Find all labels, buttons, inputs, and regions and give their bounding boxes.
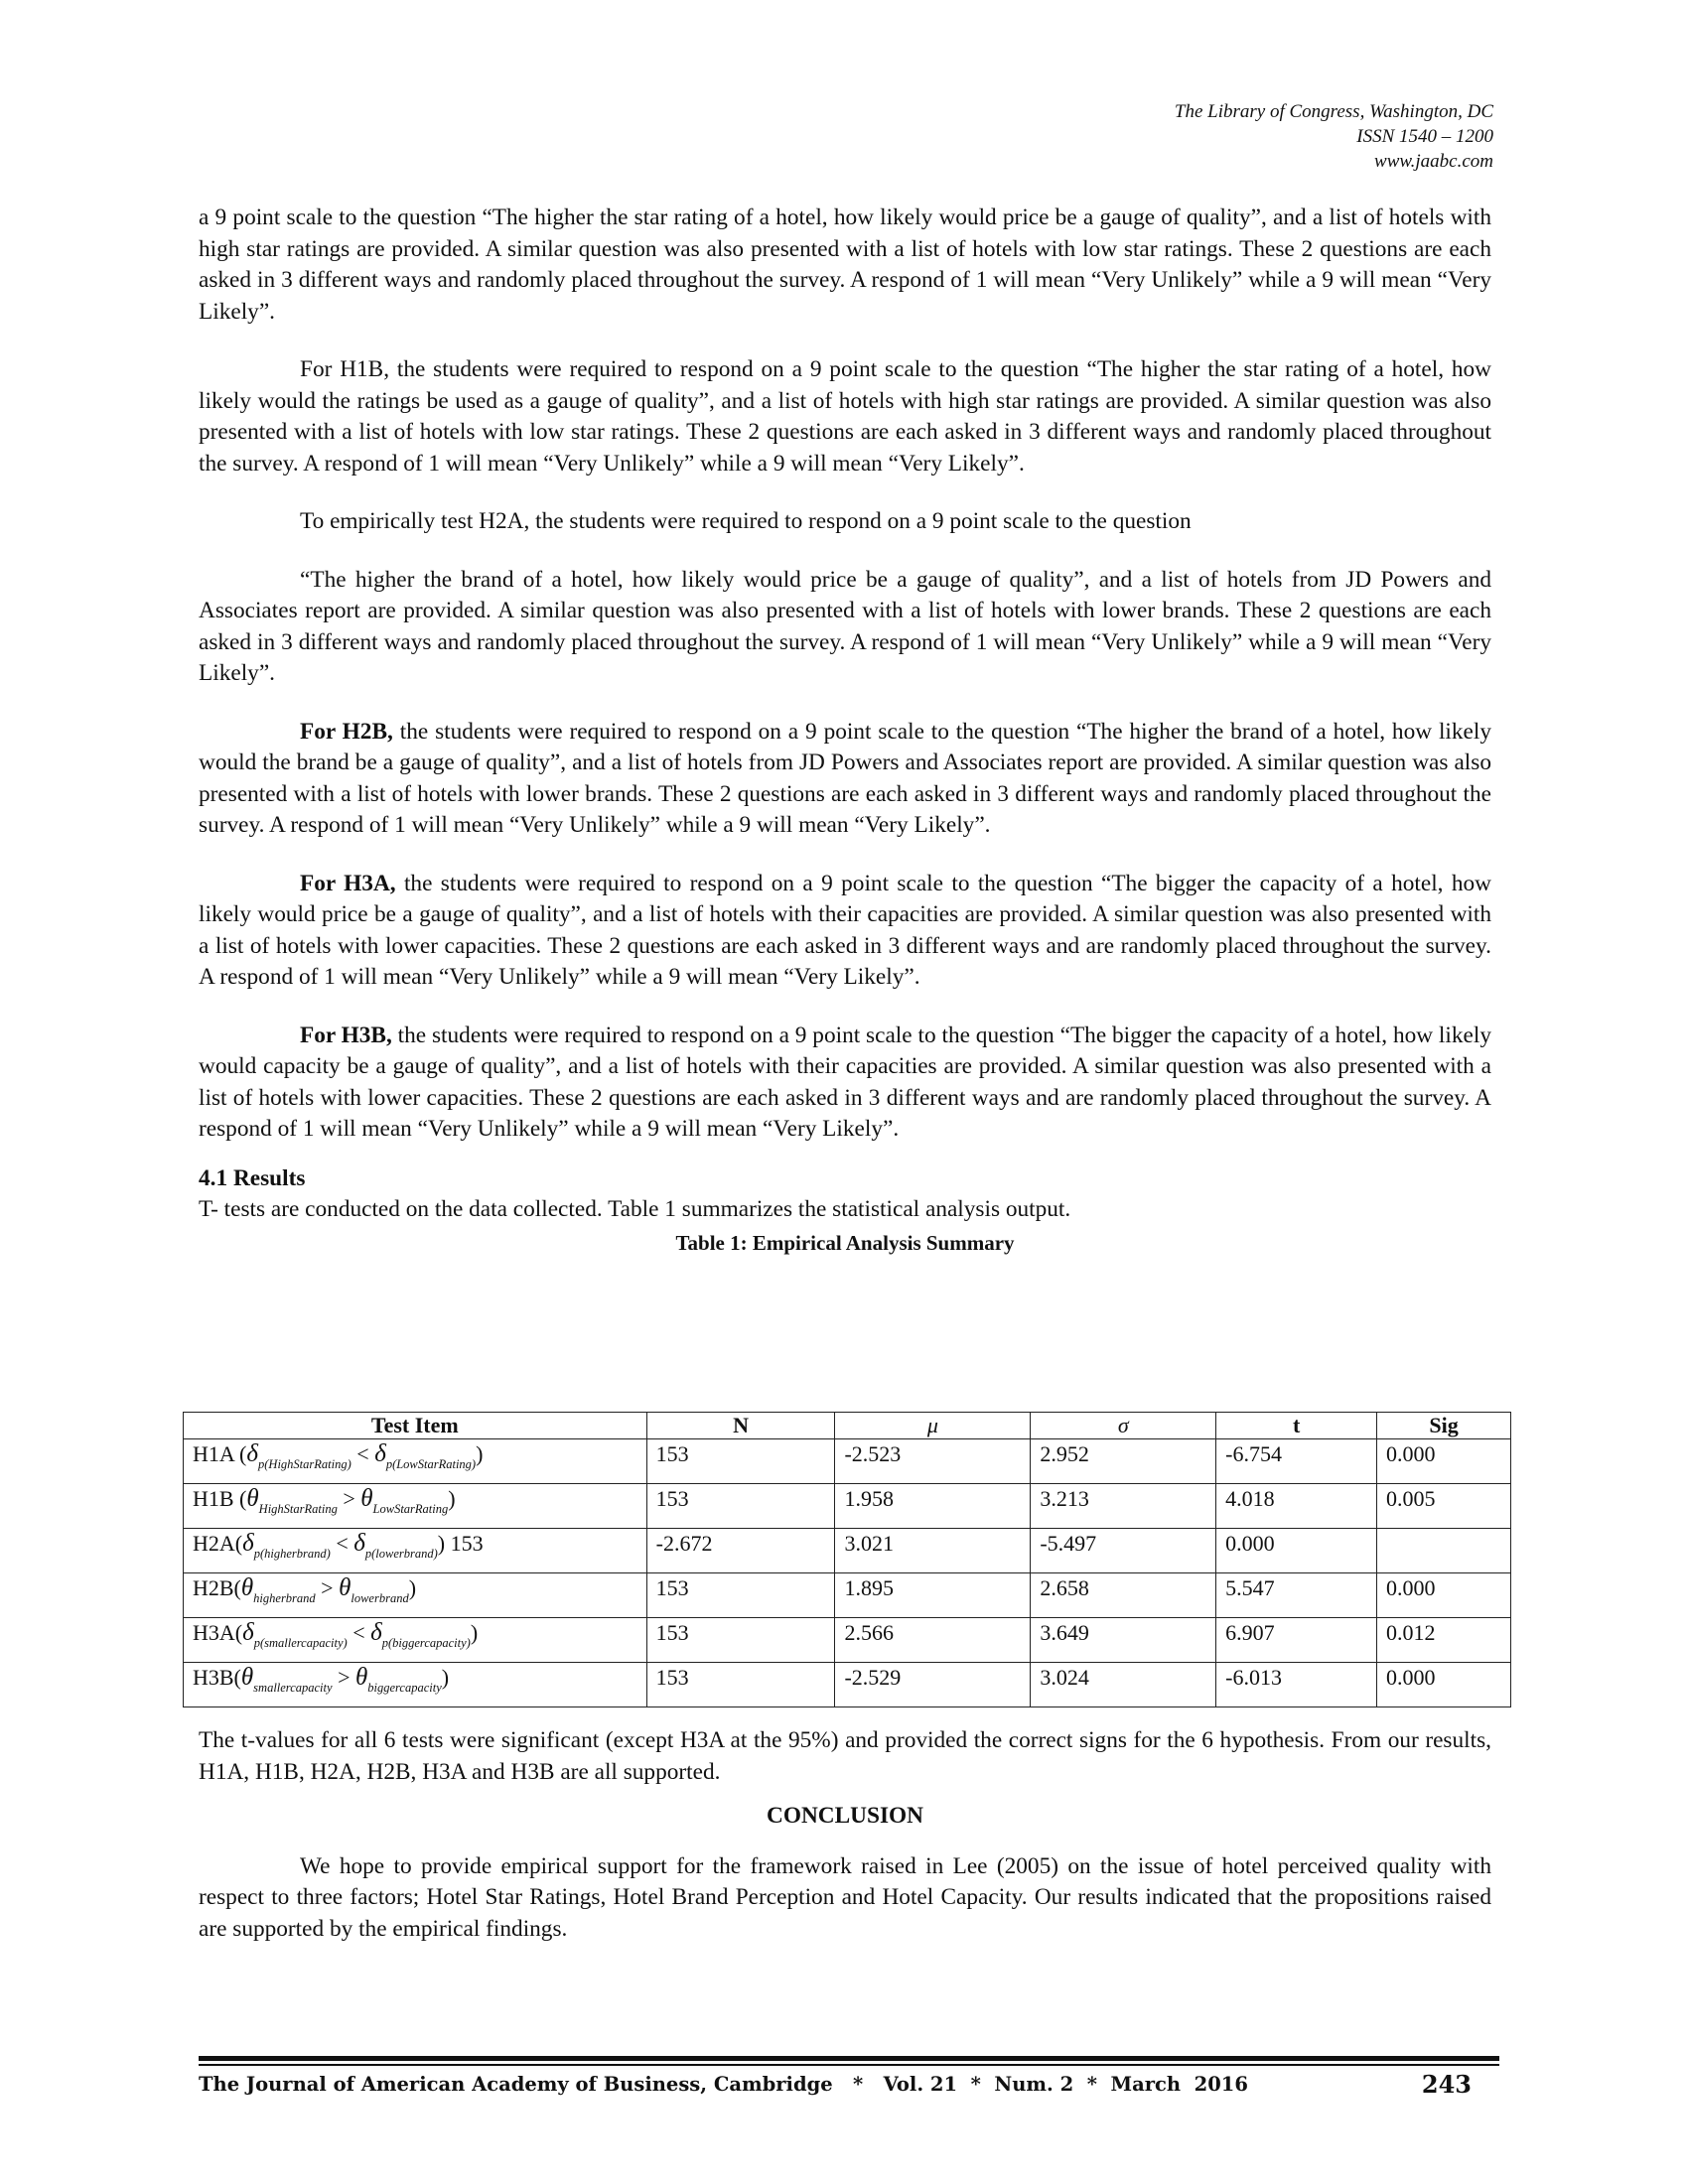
cell-t: 0.000 xyxy=(1216,1529,1377,1573)
parameter-subscript: p(HighStarRating) xyxy=(258,1457,352,1471)
h2b-lead: For H2B, xyxy=(300,718,393,745)
footer-rule-thick xyxy=(199,2056,1499,2061)
parameter-symbol: θ xyxy=(360,1485,373,1512)
cell-n: 153 xyxy=(646,1573,835,1618)
table-row xyxy=(184,1618,1511,1663)
cell-t: 4.018 xyxy=(1216,1484,1377,1529)
cell-n: 153 xyxy=(646,1663,835,1707)
paragraph-h2b xyxy=(199,717,1491,842)
parameter-subscript: biggercapacity xyxy=(367,1681,442,1695)
test-item-cell xyxy=(184,1573,647,1618)
parameter-symbol: δ xyxy=(370,1619,382,1646)
comparison-operator: > xyxy=(332,1665,355,1690)
parameter-symbol: θ xyxy=(240,1664,254,1691)
header-issn: ISSN 1540 – 1200 xyxy=(1356,126,1493,147)
parameter-symbol: δ xyxy=(353,1530,365,1557)
paragraph-h3b xyxy=(199,1021,1491,1146)
test-item-label: H3B( xyxy=(193,1665,241,1690)
cell-sig: 0.000 xyxy=(1377,1663,1511,1707)
paragraph-h2a-intro: To empirically test H2A, the students were required to respond on a 9 point scale to the question xyxy=(300,508,1192,534)
cell-sigma: -5.497 xyxy=(1031,1529,1216,1573)
comparison-operator: > xyxy=(315,1575,340,1600)
running-footer xyxy=(199,2071,1499,2099)
conclusion-heading: CONCLUSION xyxy=(767,1803,923,1829)
parameter-symbol: δ xyxy=(242,1619,254,1646)
closing-paren: ) xyxy=(448,1486,456,1511)
cell-t: -6.754 xyxy=(1216,1439,1377,1484)
closing-paren: ) xyxy=(470,1620,479,1645)
h3b-text: the students were required to respond on a 9 point scale to the question “The bigger the capacity of a hotel, how likely would capacity be a gauge of quality”, and a list of hotels with their capacities are provided. A similar question was also presented with a list of hotels with lower capacities. These 2 questions are each asked in 3 different ways and are randomly placed throughout the survey. A respond of 1 will mean “Very Unlikely” while a 9 will mean “Very Likely”. xyxy=(199,1022,1491,1142)
cell-mu: 3.021 xyxy=(835,1529,1031,1573)
header-library: The Library of Congress, Washington, DC xyxy=(1174,101,1493,122)
cell-mu: 1.958 xyxy=(835,1484,1031,1529)
cell-t: 5.547 xyxy=(1216,1573,1377,1618)
parameter-symbol: θ xyxy=(246,1485,259,1512)
cell-n: 153 xyxy=(646,1618,835,1663)
page-number: 243 xyxy=(1421,2070,1472,2099)
cell-sig: 0.000 xyxy=(1377,1573,1511,1618)
test-item-cell xyxy=(184,1529,647,1573)
cell-sigma: 3.024 xyxy=(1031,1663,1216,1707)
parameter-subscript: lowerbrand xyxy=(351,1591,409,1605)
table-body xyxy=(184,1439,1511,1707)
cell-mu: 1.895 xyxy=(835,1573,1031,1618)
footer-journal: The Journal of American Academy of Business, Cambridge * Vol. 21 * Num. 2 * March 2016 xyxy=(199,2073,1248,2096)
header-mu: μ xyxy=(835,1413,1031,1439)
parameter-symbol: δ xyxy=(374,1440,386,1467)
parameter-subscript: HighStarRating xyxy=(258,1502,338,1516)
h2b-text: the students were required to respond on a 9 point scale to the question “The higher the brand of a hotel, how likely would the brand be a gauge of quality”, and a list of hotels from JD Powers and Associates report are provided. A similar question was also presented with a list of hotels with lower brands. These 2 questions are each asked in 3 different ways and randomly placed throughout the survey. A respond of 1 will mean “Very Unlikely” while a 9 will mean “Very Likely”. xyxy=(199,718,1491,838)
paragraph-h2a-question: “The higher the brand of a hotel, how likely would price be a gauge of quality”, and a list of hotels from JD Powers and Associates report are provided. A similar question was also presented with a list of hotels with lower brands. These 2 questions are each asked in 3 different ways and randomly placed throughout the survey. A respond of 1 will mean “Very Unlikely” while a 9 will mean “Very Likely”. xyxy=(199,566,1491,686)
paragraph-t-values: The t-values for all 6 tests were significant (except H3A at the 95%) and provided the correct signs for the 6 hypothesis. From our results, H1A, H1B, H2A, H2B, H3A and H3B are all supported. xyxy=(199,1727,1491,1785)
header-website: www.jaabc.com xyxy=(1374,151,1493,172)
parameter-symbol: θ xyxy=(339,1574,352,1601)
cell-sig: 0.000 xyxy=(1377,1439,1511,1484)
table-row xyxy=(184,1663,1511,1707)
parameter-subscript: smallercapacity xyxy=(253,1681,333,1695)
test-item-cell xyxy=(184,1439,647,1484)
table-caption: Table 1: Empirical Analysis Summary xyxy=(675,1230,1015,1255)
parameter-subscript: higherbrand xyxy=(253,1591,316,1605)
cell-t: 6.907 xyxy=(1216,1618,1377,1663)
closing-paren: ) xyxy=(476,1441,484,1466)
parameter-symbol: θ xyxy=(240,1574,254,1601)
paragraph-conclusion: We hope to provide empirical support for the framework raised in Lee (2005) on the issue of hotel perceived quality with respect to three factors; Hotel Star Ratings, Hotel Brand Perception and Hotel Capacity. Our results indicated that the propositions raised are supported by the empirical findings. xyxy=(199,1852,1491,1942)
cell-sigma: 2.952 xyxy=(1031,1439,1216,1484)
stray-value: 153 xyxy=(445,1531,484,1556)
cell-sig xyxy=(1377,1529,1511,1573)
comparison-operator: < xyxy=(330,1531,354,1556)
header-test-item: Test Item xyxy=(184,1413,647,1439)
cell-n: 153 xyxy=(646,1484,835,1529)
cell-sig: 0.012 xyxy=(1377,1618,1511,1663)
parameter-symbol: θ xyxy=(354,1664,368,1691)
test-item-label: H2A( xyxy=(193,1531,243,1556)
header-t: t xyxy=(1216,1413,1377,1439)
header-n: N xyxy=(646,1413,835,1439)
results-text: T- tests are conducted on the data collected. Table 1 summarizes the statistical analysis output. xyxy=(199,1196,1071,1222)
comparison-operator: > xyxy=(337,1486,361,1511)
cell-t: -6.013 xyxy=(1216,1663,1377,1707)
header-sig: Sig xyxy=(1377,1413,1511,1439)
cell-n: -2.672 xyxy=(646,1529,835,1573)
test-item-label: H2B( xyxy=(193,1575,241,1600)
test-item-label: H1B ( xyxy=(193,1486,247,1511)
cell-sigma: 3.213 xyxy=(1031,1484,1216,1529)
table-row xyxy=(184,1439,1511,1484)
paragraph-h1a-continued: a 9 point scale to the question “The higher the star rating of a hotel, how likely would price be a gauge of quality”, and a list of hotels with high star ratings are provided. A similar question was also presented with a list of hotels with low star ratings. These 2 questions are each asked in 3 different ways and randomly placed throughout the survey. A respond of 1 will mean “Very Unlikely” while a 9 will mean “Very Likely”. xyxy=(199,205,1491,325)
running-header xyxy=(1175,99,1493,174)
cell-sigma: 3.649 xyxy=(1031,1618,1216,1663)
h3a-text: the students were required to respond on a 9 point scale to the question “The bigger the capacity of a hotel, how likely would price be a gauge of quality”, and a list of hotels with their capacities are provided. A similar question was also presented with a list of hotels with lower capacities. These 2 questions are each asked in 3 different ways and are randomly placed throughout the survey. A respond of 1 will mean “Very Unlikely” while a 9 will mean “Very Likely”. xyxy=(199,870,1491,990)
analysis-summary-table xyxy=(183,1412,1511,1707)
closing-paren: ) xyxy=(437,1531,446,1556)
table-row xyxy=(184,1484,1511,1529)
test-item-label: H1A ( xyxy=(193,1441,247,1466)
parameter-subscript: p(higherbrand) xyxy=(253,1547,331,1561)
post-table-text xyxy=(199,1725,1491,1945)
paragraph-h1b: For H1B, the students were required to respond on a 9 point scale to the question “The higher the star rating of a hotel, how likely would the ratings be used as a gauge of quality”, and a list of hotels with high star ratings are provided. A similar question was also presented with a list of hotels with low star ratings. These 2 questions are each asked in 3 different ways and randomly placed throughout the survey. A respond of 1 will mean “Very Unlikely” while a 9 will mean “Very Likely”. xyxy=(199,356,1491,477)
parameter-subscript: p(LowStarRating) xyxy=(385,1457,477,1471)
parameter-subscript: LowStarRating xyxy=(372,1502,449,1516)
closing-paren: ) xyxy=(441,1665,450,1690)
h3a-lead: For H3A, xyxy=(300,870,396,896)
test-item-cell xyxy=(184,1618,647,1663)
test-item-label: H3A( xyxy=(193,1620,243,1645)
parameter-subscript: p(lowerbrand) xyxy=(364,1547,438,1561)
cell-mu: 2.566 xyxy=(835,1618,1031,1663)
results-heading: 4.1 Results xyxy=(199,1164,306,1191)
parameter-subscript: p(smallercapacity) xyxy=(253,1636,348,1650)
test-item-cell xyxy=(184,1484,647,1529)
table-header-row xyxy=(184,1413,1511,1439)
footer-rule-thin xyxy=(199,2064,1499,2066)
closing-paren: ) xyxy=(408,1575,417,1600)
cell-n: 153 xyxy=(646,1439,835,1484)
table-row xyxy=(184,1529,1511,1573)
h3b-lead: For H3B, xyxy=(300,1022,392,1048)
cell-mu: -2.529 xyxy=(835,1663,1031,1707)
comparison-operator: < xyxy=(351,1441,375,1466)
paragraph-h3a xyxy=(199,869,1491,994)
comparison-operator: < xyxy=(347,1620,371,1645)
cell-sig: 0.005 xyxy=(1377,1484,1511,1529)
body-text xyxy=(199,203,1491,1254)
parameter-subscript: p(biggercapacity) xyxy=(381,1636,471,1650)
parameter-symbol: δ xyxy=(246,1440,259,1467)
table-row xyxy=(184,1573,1511,1618)
parameter-symbol: δ xyxy=(242,1530,254,1557)
test-item-cell xyxy=(184,1663,647,1707)
cell-mu: -2.523 xyxy=(835,1439,1031,1484)
header-sigma: σ xyxy=(1031,1413,1216,1439)
cell-sigma: 2.658 xyxy=(1031,1573,1216,1618)
